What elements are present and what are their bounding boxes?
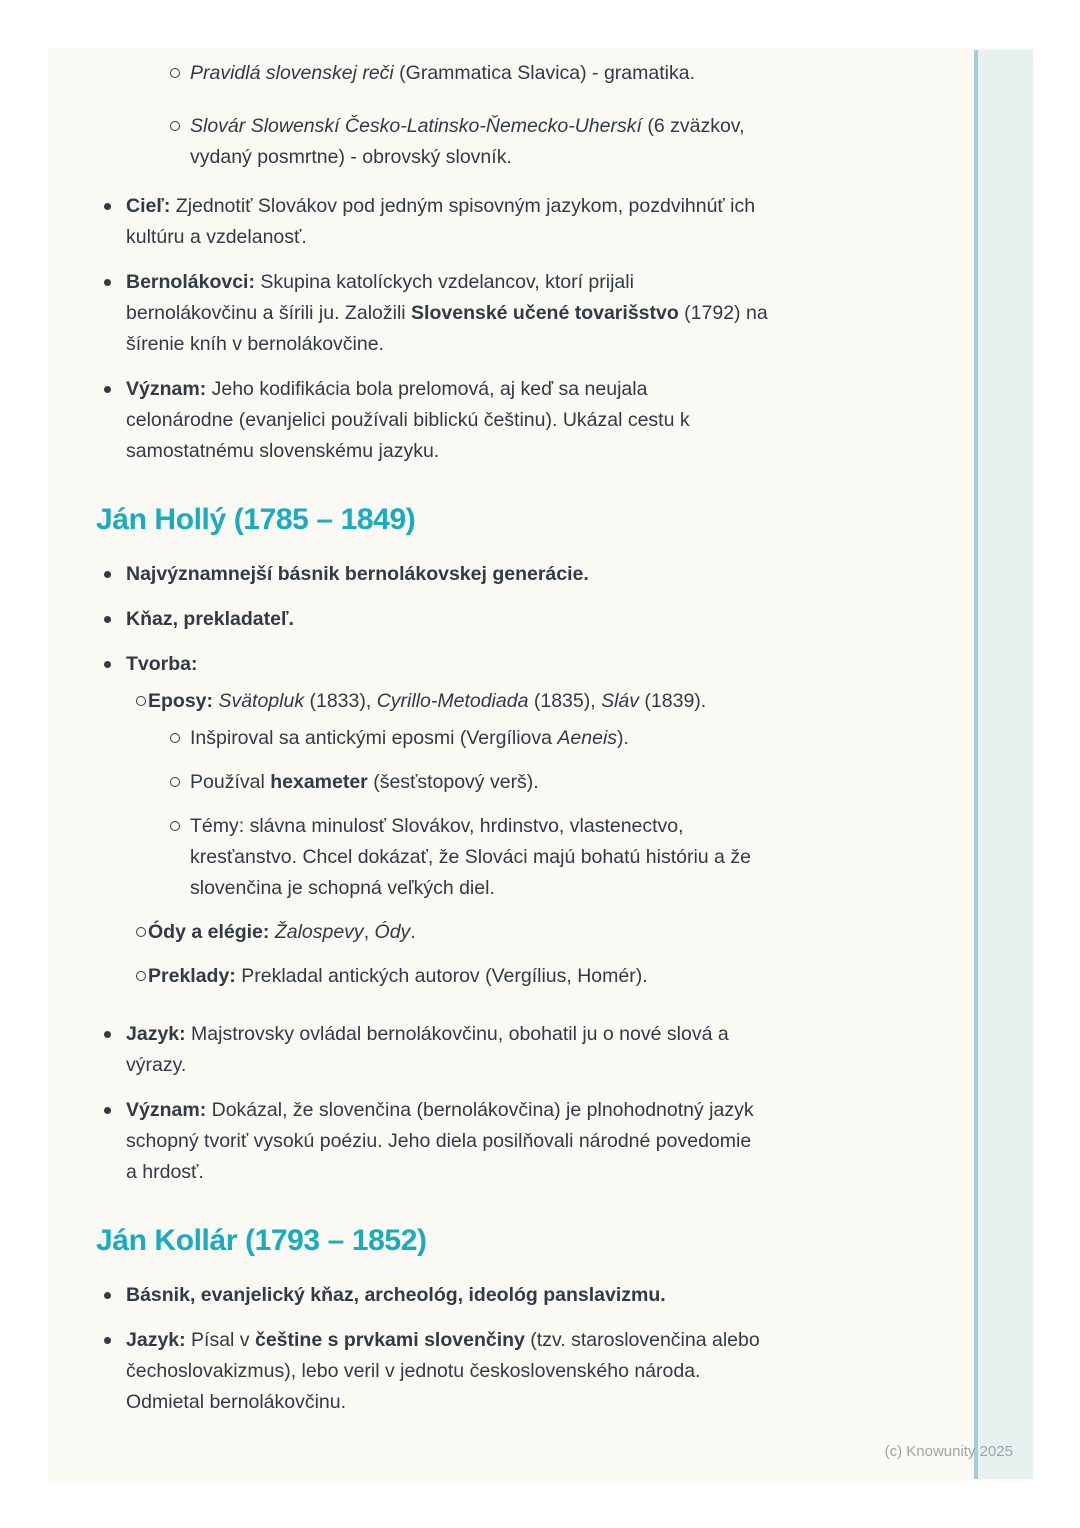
- text-run: Ódy a elégie:: [148, 921, 270, 943]
- text-run: Jeho kodifikácia bola prelomová, aj keď sa neujala: [206, 378, 648, 400]
- text-run: vydaný posmrtne) - obrovský slovník.: [190, 146, 512, 168]
- text-run: Majstrovsky ovládal bernolákovčinu, obohatil ju o nové slová a: [185, 1023, 729, 1045]
- list-item: [96, 604, 864, 635]
- text-run: (tzv. staroslovenčina alebo: [524, 1329, 760, 1351]
- bullet-dot-icon: [104, 386, 111, 393]
- text-run: kultúru a vzdelanosť.: [126, 226, 307, 248]
- text-run: (1792) na: [678, 302, 768, 324]
- list-item: [96, 1280, 864, 1311]
- text-line: [148, 917, 864, 948]
- text-run: Najvýznamnejší básnik bernolákovskej generácie.: [126, 563, 589, 585]
- bullet-circle-icon: [136, 927, 146, 937]
- text-run: a hrdosť.: [126, 1161, 204, 1183]
- text-run: Skupina katolíckych vzdelancov, ktorí prijali: [254, 271, 634, 293]
- text-run: (6 zväzkov,: [641, 115, 745, 137]
- text-line: [190, 873, 864, 904]
- text-run: šírenie kníh v bernolákovčine.: [126, 333, 384, 355]
- text-run: (Grammatica Slavica) - gramatika.: [393, 62, 695, 84]
- bullet-dot-icon: [104, 203, 111, 210]
- text-line: [126, 267, 864, 298]
- text-run: Pravidlá slovenskej reči: [190, 62, 394, 84]
- text-run: schopný tvoriť vysokú poéziu. Jeho diela posilňovali národné povedomie: [126, 1130, 752, 1152]
- bullet-dot-icon: [104, 1292, 111, 1299]
- text-line: [126, 329, 864, 360]
- text-run: Žalospevy: [274, 921, 364, 943]
- list-item: [96, 58, 864, 89]
- bullet-list: [96, 559, 864, 1188]
- list-item: [96, 1019, 864, 1081]
- list-item: [96, 1325, 864, 1418]
- text-line: [126, 1126, 864, 1157]
- text-line: [126, 1325, 864, 1356]
- text-line: [126, 1095, 864, 1126]
- text-run: (1833),: [304, 690, 377, 712]
- text-run: kresťanstvo. Chcel dokázať, že Slováci majú bohatú históriu a že: [190, 846, 751, 868]
- text-run: Význam:: [126, 378, 207, 400]
- text-line: [126, 1356, 864, 1387]
- text-line: [190, 842, 864, 873]
- bullet-circle-icon: [170, 68, 180, 78]
- bullet-dot-icon: [104, 1031, 111, 1038]
- text-run: .: [410, 921, 416, 943]
- text-run: hexameter: [270, 771, 368, 793]
- text-line: [126, 604, 864, 635]
- bullet-list: [96, 1280, 864, 1418]
- text-line: [126, 649, 864, 680]
- list-item: [96, 767, 864, 798]
- text-run: Slovenské učené tovarišstvo: [411, 302, 679, 324]
- text-line: [126, 405, 864, 436]
- text-run: Zjednotiť Slovákov pod jedným spisovným jazykom, pozdvihnúť ich: [170, 195, 756, 217]
- text-run: Slovár Slowenskí Česko-Latinsko-Ňemecko-Uherskí: [190, 115, 642, 137]
- text-run: Svätopluk: [218, 690, 305, 712]
- text-run: Cyrillo-Metodiada: [376, 690, 529, 712]
- list-item: [96, 686, 864, 717]
- bullet-dot-icon: [104, 661, 111, 668]
- text-line: [190, 111, 864, 142]
- text-line: [126, 1019, 864, 1050]
- text-run: češtine s prvkami slovenčiny: [254, 1329, 525, 1351]
- text-line: [126, 298, 864, 329]
- bullet-circle-icon: [170, 733, 180, 743]
- text-line: [190, 723, 864, 754]
- text-run: Kňaz, prekladateľ.: [126, 608, 294, 630]
- section-heading: Ján Hollý (1785 – 1849): [96, 503, 416, 536]
- text-line: [126, 1157, 864, 1188]
- text-run: Jazyk:: [126, 1329, 186, 1351]
- list-item: [96, 559, 864, 590]
- text-run: Prekladal antických autorov (Vergílius, Homér).: [235, 965, 648, 987]
- list-item: [96, 111, 864, 173]
- text-run: Dokázal, že slovenčina (bernolákovčina) je plnohodnotný jazyk: [206, 1099, 754, 1121]
- text-line: [126, 436, 864, 467]
- bullet-dot-icon: [104, 1107, 111, 1114]
- list-item: [96, 191, 864, 253]
- text-line: [126, 222, 864, 253]
- text-run: Používal: [190, 771, 271, 793]
- bullet-dot-icon: [104, 279, 111, 286]
- text-run: výrazy.: [126, 1054, 187, 1076]
- bullet-list: [96, 191, 864, 467]
- text-run: Aeneis: [557, 727, 618, 749]
- text-run: (1839).: [639, 690, 707, 712]
- list-item: [96, 917, 864, 948]
- text-line: [148, 686, 864, 717]
- text-run: Inšpiroval sa antickými eposmi (Vergíliova: [190, 727, 558, 749]
- list-item: [96, 961, 864, 992]
- bullet-dot-icon: [104, 571, 111, 578]
- text-line: [126, 374, 864, 405]
- document-page: [48, 48, 1033, 1481]
- list-item: [96, 267, 864, 360]
- text-run: Odmietal bernolákovčinu.: [126, 1391, 347, 1413]
- text-line: [148, 961, 864, 992]
- text-run: ,: [363, 921, 375, 943]
- list-item: [96, 1095, 864, 1188]
- bullet-list: [96, 58, 864, 173]
- bullet-circle-icon: [170, 777, 180, 787]
- bullet-dot-icon: [104, 1337, 111, 1344]
- text-run: Eposy:: [148, 690, 214, 712]
- text-run: bernolákovčinu a šírili ju. Založili: [126, 302, 412, 324]
- text-run: Písal v: [185, 1329, 255, 1351]
- text-run: Cieľ:: [126, 195, 171, 217]
- text-run: slovenčina je schopná veľkých diel.: [190, 877, 495, 899]
- text-line: [190, 767, 864, 798]
- document-content: [96, 48, 864, 1418]
- text-line: [190, 811, 864, 842]
- section-heading: Ján Kollár (1793 – 1852): [96, 1224, 427, 1257]
- text-run: Sláv: [601, 690, 639, 712]
- list-item: [96, 374, 864, 467]
- bullet-circle-icon: [136, 696, 146, 706]
- text-line: [126, 1387, 864, 1418]
- bullet-dot-icon: [104, 616, 111, 623]
- text-line: [190, 58, 864, 89]
- text-run: Preklady:: [148, 965, 236, 987]
- text-run: Bernolákovci:: [126, 271, 255, 293]
- text-run: čechoslovakizmus), lebo veril v jednotu československého národa.: [126, 1360, 701, 1382]
- text-line: [126, 1050, 864, 1081]
- bullet-circle-icon: [170, 121, 180, 131]
- text-run: Ódy: [374, 921, 411, 943]
- text-line: [126, 559, 864, 590]
- bullet-circle-icon: [170, 821, 180, 831]
- copyright-watermark: (c) Knowunity 2025: [884, 1443, 1013, 1460]
- list-item: [96, 723, 864, 754]
- page-edge-stripe: [974, 50, 1033, 1479]
- text-run: Básnik, evanjelický kňaz, archeológ, ideológ panslavizmu.: [126, 1284, 666, 1306]
- text-run: Jazyk:: [126, 1023, 186, 1045]
- text-run: Témy: slávna minulosť Slovákov, hrdinstvo, vlastenectvo,: [190, 815, 684, 837]
- text-run: (šesťstopový verš).: [367, 771, 539, 793]
- list-item: [96, 811, 864, 904]
- text-line: [126, 191, 864, 222]
- text-line: [190, 142, 864, 173]
- text-run: celonárodne (evanjelici používali biblickú češtinu). Ukázal cestu k: [126, 409, 690, 431]
- text-line: [126, 1280, 864, 1311]
- text-run: samostatnému slovenskému jazyku.: [126, 440, 440, 462]
- text-run: Význam:: [126, 1099, 207, 1121]
- bullet-circle-icon: [136, 971, 146, 981]
- text-run: Tvorba:: [126, 653, 198, 675]
- list-item: [96, 649, 864, 680]
- text-run: ).: [617, 727, 629, 749]
- text-run: (1835),: [528, 690, 602, 712]
